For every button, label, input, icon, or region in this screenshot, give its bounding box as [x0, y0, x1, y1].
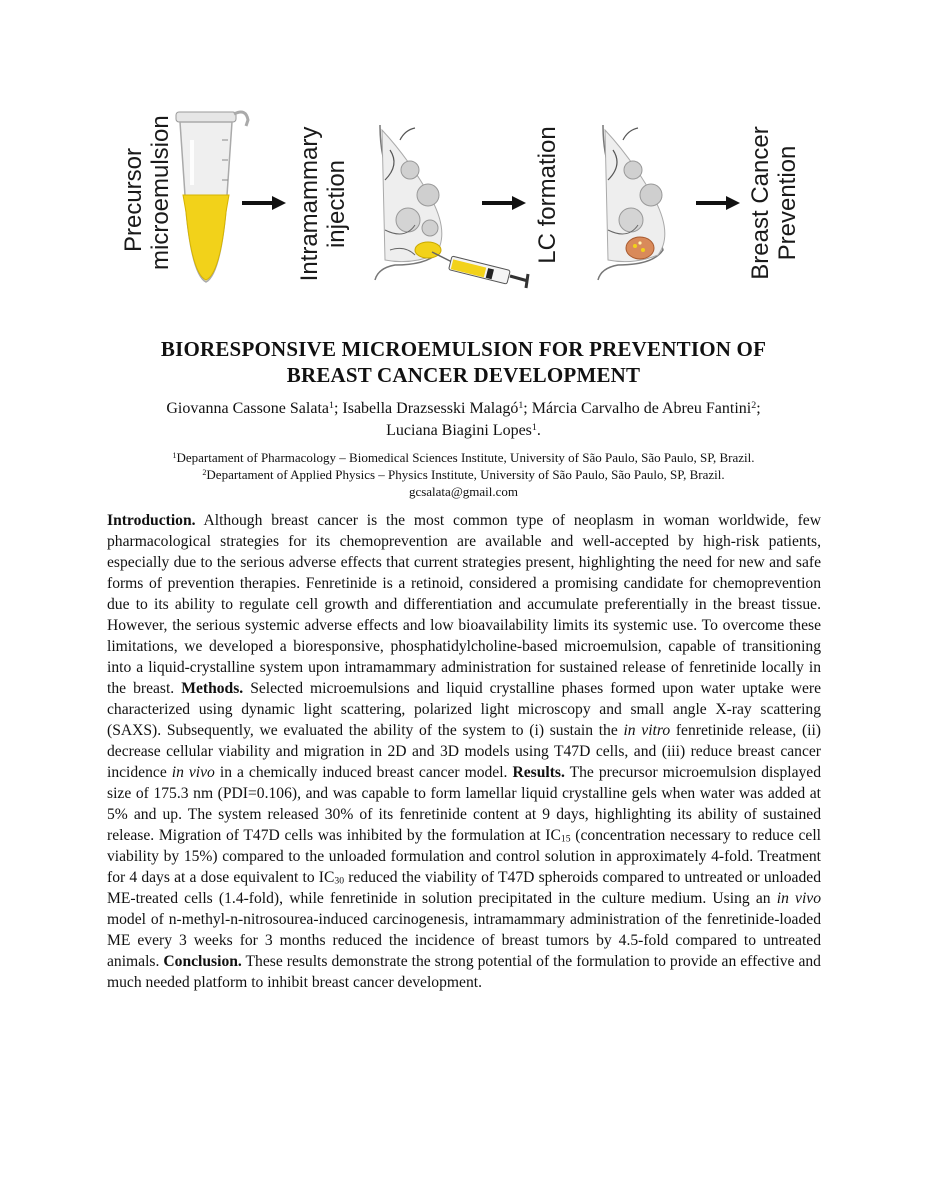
author-affiliation: 1 — [531, 422, 537, 434]
label-breast-cancer-prevention: Breast Cancer Prevention — [747, 126, 801, 280]
breast-anatomy-icon — [375, 125, 442, 280]
label-intramammary: Intramammary injection — [296, 126, 350, 282]
arrow-right-icon — [482, 196, 526, 210]
title-line-1: BIORESPONSIVE MICROEMULSION FOR PREVENTION OF — [160, 337, 767, 361]
author-affiliation: 2 — [751, 400, 757, 412]
figure-drawing — [110, 100, 820, 305]
author-affiliation: 1 — [328, 400, 334, 412]
lc-gel-icon — [626, 237, 654, 259]
contact-email[interactable]: gcsalata@gmail.com — [408, 484, 519, 499]
affiliation-1: $^1$Departament of Pharmacology – Biomedical Sciences Institute, University of São Paulo, São Paulo, SP, Brazil. — [172, 450, 755, 465]
title-line-2: BREAST CANCER DEVELOPMENT — [286, 363, 641, 387]
arrow-right-icon — [696, 196, 740, 210]
section-heading-methods: Methods. — [181, 680, 244, 697]
section-heading-results: Results. — [512, 764, 565, 781]
graphical-abstract — [110, 100, 820, 305]
syringe-icon — [432, 252, 528, 288]
section-heading-conclusion: Conclusion. — [163, 953, 242, 970]
author-list: Giovanna Cassone Salata$^1$; Isabella Drazsesski Malagó$^1$; Márcia Carvalho de Abreu Fantini$^2$; Luciana Biagini Lopes$^1$. — [166, 400, 761, 439]
eppendorf-tube-icon — [176, 112, 248, 282]
author-name: Isabella Drazsesski Malagó — [342, 400, 519, 417]
affiliations — [60, 449, 867, 500]
author-affiliation: 1 — [518, 400, 524, 412]
author-name: Giovanna Cassone Salata — [166, 400, 329, 417]
breast-anatomy-icon — [598, 125, 665, 280]
label-precursor: Precursor microemulsion — [120, 115, 174, 270]
label-lc-formation: LC formation — [534, 126, 561, 264]
affiliation-2: $^2$Departament of Applied Physics – Physics Institute, University of São Paulo, São Paulo, SP, Brazil. — [202, 467, 725, 482]
arrow-right-icon — [242, 196, 286, 210]
section-heading-introduction: Introduction. — [107, 512, 196, 529]
abstract-body: Introduction. Although breast cancer is the most common type of neoplasm in woman worldwide, few pharmacological strategies for its chemoprevention are available and well-accepted by high-risk patients, especially due to the serious adverse effects that current strategies present, highlighting the need for new and safe forms of prevention therapies. Fenretinide is a retinoid, considered a promising candidate for chemoprevention due to its ability to regulate cell growth and differentiation and accumulate preferentially in the breast tissue. However, the serious systemic adverse effects and low bioavailability limits its systemic use. To overcome these limitations, we developed a bioresponsive, phosphatidylcholine-based microemulsion, capable of transitioning into a liquid-crystalline system upon intramammary administration for sustained release of fenretinide locally in the breast. Methods. Selected microemulsions and liquid crystalline phases formed upon water uptake were characterized using dynamic light scattering, polarized light microscopy and small angle X-ray scattering (SAXS). Subsequently, we evaluated the ability of the system to (i) sustain the in vitro fenretinide release, (ii) decrease cellular viability and migration in 2D and 3D models using T47D cells, and (iii) reduce breast cancer incidence in vivo in a chemically induced breast cancer model. Results. The precursor microemulsion displayed size of 175.3 nm (PDI=0.106), and was capable to form lamellar liquid crystalline gels when water was added at 5% and up. The system released 30% of its fenretinide content at 9 days, highlighting its ability of sustained release. Migration of T47D cells was inhibited by the formulation at $IC_{15}$ (concentration necessary to reduce cell viability by 15%) compared to the unloaded formulation and control solution in approximately 4-fold. Treatment for 4 days at a dose equivalent to $IC_{30}$ reduced the viability of T47D spheroids compared to untreated or unloaded ME-treated cells (1.4-fold), while fenretinide in solution precipitated in the culture medium. Using an in vivo model of n-methyl-n-nitrosourea-induced carcinogenesis, intramammary administration of the fenretinide-loaded ME every 3 weeks for 3 months reduced the incidence of breast tumors by 4.5-fold compared to untreated animals. Conclusion. These results demonstrate the strong potential of the formulation to provide an effective and much needed platform to inhibit breast cancer development. — [107, 512, 822, 991]
paper-title — [0, 336, 927, 388]
author-name: Luciana Biagini Lopes — [386, 422, 532, 439]
author-name: Márcia Carvalho de Abreu Fantini — [531, 400, 752, 417]
